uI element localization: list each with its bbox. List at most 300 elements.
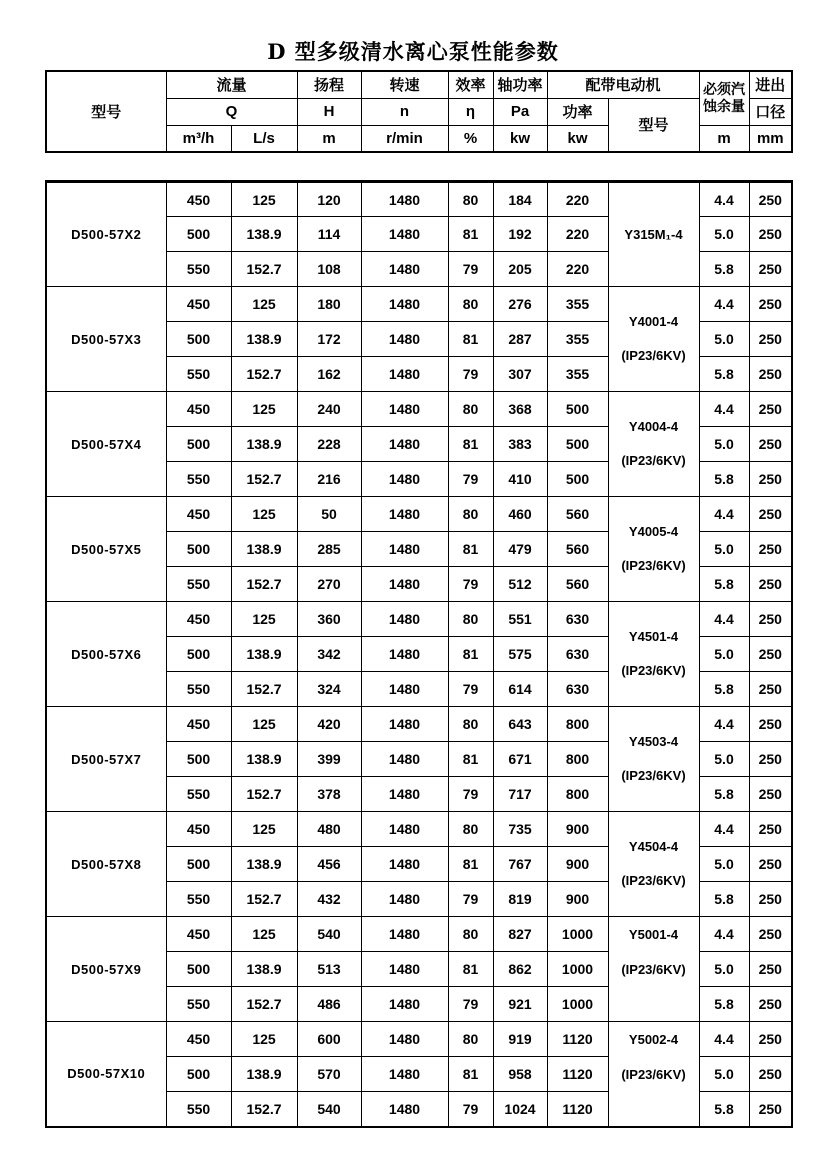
cell-npsh: 4.4	[699, 497, 749, 532]
cell-npsh: 5.0	[699, 1057, 749, 1092]
cell-motor-power: 500	[547, 427, 608, 462]
cell-head: 540	[297, 1092, 361, 1127]
cell-motor-power: 800	[547, 742, 608, 777]
cell-flow-ls: 138.9	[231, 322, 297, 357]
header-flow-unit-ls: L/s	[231, 125, 297, 152]
cell-shaft-power: 383	[493, 427, 547, 462]
model-cell: D500-57X2	[46, 182, 166, 287]
cell-motor-power: 500	[547, 462, 608, 497]
cell-flow-ls: 152.7	[231, 672, 297, 707]
motor-model-line: (IP23/6KV)	[621, 348, 686, 363]
cell-flow-m3h: 500	[166, 637, 231, 672]
cell-flow-m3h: 550	[166, 462, 231, 497]
cell-shaft-power: 551	[493, 602, 547, 637]
cell-flow-ls: 138.9	[231, 637, 297, 672]
cell-efficiency: 79	[448, 1092, 493, 1127]
cell-npsh: 4.4	[699, 917, 749, 952]
cell-shaft-power: 205	[493, 252, 547, 287]
cell-shaft-power: 919	[493, 1022, 547, 1057]
cell-head: 456	[297, 847, 361, 882]
cell-head: 108	[297, 252, 361, 287]
header-flow: 流量	[166, 71, 297, 98]
cell-speed: 1480	[361, 497, 448, 532]
cell-motor-power: 1000	[547, 952, 608, 987]
cell-speed: 1480	[361, 812, 448, 847]
cell-port-diameter: 250	[749, 1092, 792, 1127]
cell-motor-power: 355	[547, 287, 608, 322]
cell-head: 324	[297, 672, 361, 707]
motor-model-cell	[608, 917, 699, 1022]
cell-head: 600	[297, 1022, 361, 1057]
cell-shaft-power: 862	[493, 952, 547, 987]
cell-motor-power: 1120	[547, 1057, 608, 1092]
cell-motor-power: 900	[547, 847, 608, 882]
cell-shaft-power: 512	[493, 567, 547, 602]
cell-shaft-power: 767	[493, 847, 547, 882]
cell-speed: 1480	[361, 987, 448, 1022]
cell-speed: 1480	[361, 532, 448, 567]
motor-model-line: Y4503-4	[628, 734, 679, 749]
cell-port-diameter: 250	[749, 217, 792, 252]
header-efficiency-unit: %	[448, 125, 493, 152]
cell-npsh: 4.4	[699, 812, 749, 847]
cell-head: 399	[297, 742, 361, 777]
cell-head: 378	[297, 777, 361, 812]
table-row	[46, 707, 792, 742]
cell-flow-ls: 152.7	[231, 882, 297, 917]
table-row	[46, 287, 792, 322]
cell-shaft-power: 819	[493, 882, 547, 917]
header-shaft-power-symbol: Pa	[493, 98, 547, 125]
cell-flow-m3h: 500	[166, 847, 231, 882]
cell-flow-ls: 152.7	[231, 567, 297, 602]
cell-head: 180	[297, 287, 361, 322]
header-row-1	[46, 71, 792, 98]
cell-shaft-power: 368	[493, 392, 547, 427]
cell-npsh: 5.0	[699, 952, 749, 987]
cell-shaft-power: 921	[493, 987, 547, 1022]
cell-flow-ls: 138.9	[231, 217, 297, 252]
cell-speed: 1480	[361, 427, 448, 462]
cell-speed: 1480	[361, 952, 448, 987]
cell-flow-ls: 125	[231, 812, 297, 847]
motor-model-cell	[608, 392, 699, 497]
cell-port-diameter: 250	[749, 567, 792, 602]
pump-table-body	[46, 182, 792, 1127]
motor-model-line: Y4001-4	[628, 314, 679, 329]
cell-flow-m3h: 550	[166, 1092, 231, 1127]
cell-efficiency: 80	[448, 812, 493, 847]
model-cell: D500-57X10	[46, 1022, 166, 1127]
cell-port-diameter: 250	[749, 357, 792, 392]
cell-head: 240	[297, 392, 361, 427]
cell-port-diameter: 250	[749, 1057, 792, 1092]
header-head: 扬程	[297, 71, 361, 98]
header-head-symbol: H	[297, 98, 361, 125]
cell-port-diameter: 250	[749, 322, 792, 357]
cell-flow-ls: 125	[231, 1022, 297, 1057]
cell-port-diameter: 250	[749, 917, 792, 952]
cell-flow-ls: 125	[231, 602, 297, 637]
cell-efficiency: 80	[448, 182, 493, 217]
cell-flow-m3h: 500	[166, 217, 231, 252]
motor-model-line: Y4004-4	[628, 419, 679, 434]
cell-flow-m3h: 550	[166, 987, 231, 1022]
cell-port-diameter: 250	[749, 707, 792, 742]
motor-model-cell	[608, 1022, 699, 1127]
model-cell: D500-57X6	[46, 602, 166, 707]
cell-port-diameter: 250	[749, 497, 792, 532]
cell-port-diameter: 250	[749, 672, 792, 707]
cell-flow-ls: 152.7	[231, 777, 297, 812]
cell-port-diameter: 250	[749, 882, 792, 917]
cell-head: 420	[297, 707, 361, 742]
cell-flow-ls: 125	[231, 917, 297, 952]
cell-efficiency: 79	[448, 672, 493, 707]
cell-npsh: 5.0	[699, 532, 749, 567]
cell-flow-m3h: 550	[166, 777, 231, 812]
cell-efficiency: 80	[448, 917, 493, 952]
cell-speed: 1480	[361, 602, 448, 637]
header-motor-power-unit: kw	[547, 125, 608, 152]
cell-flow-ls: 125	[231, 182, 297, 217]
cell-flow-ls: 125	[231, 287, 297, 322]
cell-speed: 1480	[361, 742, 448, 777]
cell-efficiency: 80	[448, 602, 493, 637]
header-motor-group: 配带电动机	[547, 71, 699, 98]
cell-efficiency: 81	[448, 1057, 493, 1092]
header-motor-power: 功率	[547, 98, 608, 125]
header-npsh-line2: 蚀余量	[703, 98, 746, 115]
cell-shaft-power: 184	[493, 182, 547, 217]
cell-npsh: 5.8	[699, 1092, 749, 1127]
cell-npsh: 5.8	[699, 252, 749, 287]
cell-speed: 1480	[361, 217, 448, 252]
cell-head: 360	[297, 602, 361, 637]
cell-flow-m3h: 450	[166, 602, 231, 637]
cell-motor-power: 500	[547, 392, 608, 427]
model-cell: D500-57X7	[46, 707, 166, 812]
header-npsh	[699, 71, 749, 125]
cell-motor-power: 800	[547, 707, 608, 742]
cell-head: 50	[297, 497, 361, 532]
cell-npsh: 5.0	[699, 427, 749, 462]
cell-flow-ls: 152.7	[231, 462, 297, 497]
cell-speed: 1480	[361, 1022, 448, 1057]
cell-shaft-power: 287	[493, 322, 547, 357]
cell-shaft-power: 614	[493, 672, 547, 707]
cell-head: 162	[297, 357, 361, 392]
motor-model-line: (IP23/6KV)	[621, 1067, 686, 1082]
cell-npsh: 5.0	[699, 742, 749, 777]
cell-flow-m3h: 550	[166, 252, 231, 287]
cell-motor-power: 630	[547, 672, 608, 707]
table-row	[46, 497, 792, 532]
motor-model-cell	[608, 287, 699, 392]
cell-speed: 1480	[361, 847, 448, 882]
cell-head: 570	[297, 1057, 361, 1092]
cell-motor-power: 355	[547, 322, 608, 357]
cell-npsh: 5.8	[699, 567, 749, 602]
cell-efficiency: 81	[448, 637, 493, 672]
cell-flow-m3h: 450	[166, 917, 231, 952]
cell-efficiency: 80	[448, 707, 493, 742]
cell-head: 486	[297, 987, 361, 1022]
header-flow-unit-m3h: m³/h	[166, 125, 231, 152]
cell-shaft-power: 192	[493, 217, 547, 252]
cell-head: 228	[297, 427, 361, 462]
cell-port-diameter: 250	[749, 847, 792, 882]
cell-port-diameter: 250	[749, 462, 792, 497]
cell-npsh: 4.4	[699, 392, 749, 427]
cell-shaft-power: 460	[493, 497, 547, 532]
cell-shaft-power: 479	[493, 532, 547, 567]
page-title: D 型多级清水离心泵性能参数	[267, 39, 559, 64]
cell-motor-power: 220	[547, 252, 608, 287]
cell-npsh: 5.8	[699, 882, 749, 917]
motor-model-line: Y5002-4	[628, 1032, 679, 1047]
cell-head: 216	[297, 462, 361, 497]
cell-efficiency: 81	[448, 427, 493, 462]
cell-port-diameter: 250	[749, 1022, 792, 1057]
cell-npsh: 5.0	[699, 847, 749, 882]
header-motor-model: 型号	[608, 98, 699, 152]
cell-shaft-power: 410	[493, 462, 547, 497]
cell-npsh: 4.4	[699, 602, 749, 637]
cell-motor-power: 220	[547, 217, 608, 252]
model-cell: D500-57X4	[46, 392, 166, 497]
motor-model-cell	[608, 707, 699, 812]
cell-flow-ls: 138.9	[231, 742, 297, 777]
cell-npsh: 5.8	[699, 462, 749, 497]
cell-efficiency: 80	[448, 1022, 493, 1057]
motor-model-line: Y4501-4	[628, 629, 679, 644]
cell-speed: 1480	[361, 917, 448, 952]
header-npsh-unit: m	[699, 125, 749, 152]
cell-motor-power: 1120	[547, 1022, 608, 1057]
header-pump-model: 型号	[46, 71, 166, 152]
cell-head: 270	[297, 567, 361, 602]
cell-efficiency: 80	[448, 392, 493, 427]
header-npsh-line1: 必须汽	[703, 81, 746, 98]
model-cell: D500-57X5	[46, 497, 166, 602]
header-efficiency: 效率	[448, 71, 493, 98]
cell-port-diameter: 250	[749, 742, 792, 777]
cell-flow-m3h: 450	[166, 392, 231, 427]
cell-port-diameter: 250	[749, 987, 792, 1022]
cell-flow-m3h: 500	[166, 952, 231, 987]
motor-model-cell	[608, 812, 699, 917]
cell-speed: 1480	[361, 322, 448, 357]
cell-efficiency: 80	[448, 287, 493, 322]
cell-flow-ls: 138.9	[231, 427, 297, 462]
cell-speed: 1480	[361, 1057, 448, 1092]
cell-flow-m3h: 500	[166, 322, 231, 357]
cell-efficiency: 79	[448, 567, 493, 602]
cell-flow-m3h: 550	[166, 357, 231, 392]
cell-motor-power: 1000	[547, 917, 608, 952]
header-port-line2: 口径	[749, 98, 792, 125]
cell-efficiency: 81	[448, 742, 493, 777]
cell-motor-power: 220	[547, 182, 608, 217]
cell-efficiency: 79	[448, 462, 493, 497]
cell-speed: 1480	[361, 882, 448, 917]
cell-motor-power: 1000	[547, 987, 608, 1022]
cell-motor-power: 630	[547, 602, 608, 637]
motor-model-line: Y4504-4	[628, 839, 679, 854]
cell-flow-m3h: 450	[166, 287, 231, 322]
cell-npsh: 5.0	[699, 637, 749, 672]
cell-port-diameter: 250	[749, 637, 792, 672]
cell-npsh: 4.4	[699, 1022, 749, 1057]
cell-speed: 1480	[361, 777, 448, 812]
cell-shaft-power: 1024	[493, 1092, 547, 1127]
table-row	[46, 917, 792, 952]
cell-motor-power: 900	[547, 812, 608, 847]
cell-motor-power: 560	[547, 497, 608, 532]
table-row	[46, 1022, 792, 1057]
cell-motor-power: 630	[547, 637, 608, 672]
model-cell: D500-57X9	[46, 917, 166, 1022]
table-row	[46, 602, 792, 637]
header-efficiency-symbol: η	[448, 98, 493, 125]
cell-port-diameter: 250	[749, 602, 792, 637]
cell-efficiency: 81	[448, 322, 493, 357]
cell-efficiency: 81	[448, 952, 493, 987]
cell-head: 342	[297, 637, 361, 672]
cell-flow-ls: 125	[231, 497, 297, 532]
cell-efficiency: 79	[448, 987, 493, 1022]
cell-speed: 1480	[361, 287, 448, 322]
cell-speed: 1480	[361, 637, 448, 672]
motor-model-cell	[608, 602, 699, 707]
cell-head: 172	[297, 322, 361, 357]
header-speed: 转速	[361, 71, 448, 98]
cell-efficiency: 79	[448, 777, 493, 812]
cell-speed: 1480	[361, 252, 448, 287]
cell-flow-ls: 152.7	[231, 357, 297, 392]
cell-flow-m3h: 450	[166, 707, 231, 742]
cell-shaft-power: 643	[493, 707, 547, 742]
cell-flow-m3h: 550	[166, 672, 231, 707]
cell-flow-ls: 138.9	[231, 1057, 297, 1092]
cell-npsh: 5.8	[699, 672, 749, 707]
cell-port-diameter: 250	[749, 812, 792, 847]
cell-motor-power: 800	[547, 777, 608, 812]
cell-efficiency: 80	[448, 497, 493, 532]
cell-flow-m3h: 450	[166, 182, 231, 217]
cell-flow-ls: 152.7	[231, 987, 297, 1022]
cell-npsh: 5.8	[699, 987, 749, 1022]
cell-flow-ls: 138.9	[231, 532, 297, 567]
cell-head: 120	[297, 182, 361, 217]
cell-port-diameter: 250	[749, 952, 792, 987]
cell-speed: 1480	[361, 392, 448, 427]
header-speed-unit: r/min	[361, 125, 448, 152]
cell-flow-m3h: 450	[166, 1022, 231, 1057]
motor-model-line: Y4005-4	[628, 524, 679, 539]
model-cell: D500-57X8	[46, 812, 166, 917]
header-port-line1: 进出	[749, 71, 792, 98]
cell-flow-m3h: 500	[166, 427, 231, 462]
cell-flow-m3h: 550	[166, 882, 231, 917]
header-shaft-power-unit: kw	[493, 125, 547, 152]
cell-shaft-power: 575	[493, 637, 547, 672]
cell-efficiency: 81	[448, 532, 493, 567]
cell-motor-power: 355	[547, 357, 608, 392]
cell-motor-power: 900	[547, 882, 608, 917]
cell-flow-m3h: 450	[166, 812, 231, 847]
cell-head: 480	[297, 812, 361, 847]
cell-head: 513	[297, 952, 361, 987]
cell-motor-power: 1120	[547, 1092, 608, 1127]
cell-speed: 1480	[361, 462, 448, 497]
cell-npsh: 4.4	[699, 707, 749, 742]
cell-flow-m3h: 500	[166, 742, 231, 777]
cell-speed: 1480	[361, 357, 448, 392]
cell-motor-power: 560	[547, 532, 608, 567]
table-row	[46, 392, 792, 427]
cell-efficiency: 79	[448, 882, 493, 917]
cell-speed: 1480	[361, 672, 448, 707]
cell-efficiency: 81	[448, 217, 493, 252]
motor-model-cell	[608, 182, 699, 287]
cell-efficiency: 79	[448, 252, 493, 287]
cell-shaft-power: 717	[493, 777, 547, 812]
motor-model-line: (IP23/6KV)	[621, 558, 686, 573]
cell-flow-ls: 152.7	[231, 1092, 297, 1127]
cell-flow-ls: 125	[231, 392, 297, 427]
header-speed-symbol: n	[361, 98, 448, 125]
cell-head: 540	[297, 917, 361, 952]
cell-port-diameter: 250	[749, 427, 792, 462]
cell-flow-m3h: 500	[166, 1057, 231, 1092]
header-table	[45, 70, 793, 153]
cell-flow-m3h: 450	[166, 497, 231, 532]
table-row	[46, 182, 792, 217]
cell-port-diameter: 250	[749, 777, 792, 812]
cell-flow-m3h: 550	[166, 567, 231, 602]
cell-shaft-power: 307	[493, 357, 547, 392]
cell-flow-ls: 152.7	[231, 252, 297, 287]
cell-npsh: 5.0	[699, 217, 749, 252]
cell-npsh: 5.8	[699, 357, 749, 392]
motor-model-line: (IP23/6KV)	[621, 962, 686, 977]
cell-speed: 1480	[361, 1092, 448, 1127]
cell-shaft-power: 735	[493, 812, 547, 847]
cell-flow-ls: 138.9	[231, 952, 297, 987]
cell-speed: 1480	[361, 567, 448, 602]
header-flow-symbol: Q	[166, 98, 297, 125]
motor-model-line: (IP23/6KV)	[621, 768, 686, 783]
header-head-unit: m	[297, 125, 361, 152]
pump-data-table	[45, 180, 793, 1128]
cell-port-diameter: 250	[749, 252, 792, 287]
cell-npsh: 5.0	[699, 322, 749, 357]
cell-speed: 1480	[361, 707, 448, 742]
cell-port-diameter: 250	[749, 287, 792, 322]
motor-model-line: (IP23/6KV)	[621, 453, 686, 468]
cell-efficiency: 79	[448, 357, 493, 392]
cell-shaft-power: 827	[493, 917, 547, 952]
header-shaft-power: 轴功率	[493, 71, 547, 98]
cell-npsh: 5.8	[699, 777, 749, 812]
motor-model-line: (IP23/6KV)	[621, 663, 686, 678]
cell-head: 114	[297, 217, 361, 252]
cell-head: 432	[297, 882, 361, 917]
model-cell: D500-57X3	[46, 287, 166, 392]
cell-port-diameter: 250	[749, 182, 792, 217]
